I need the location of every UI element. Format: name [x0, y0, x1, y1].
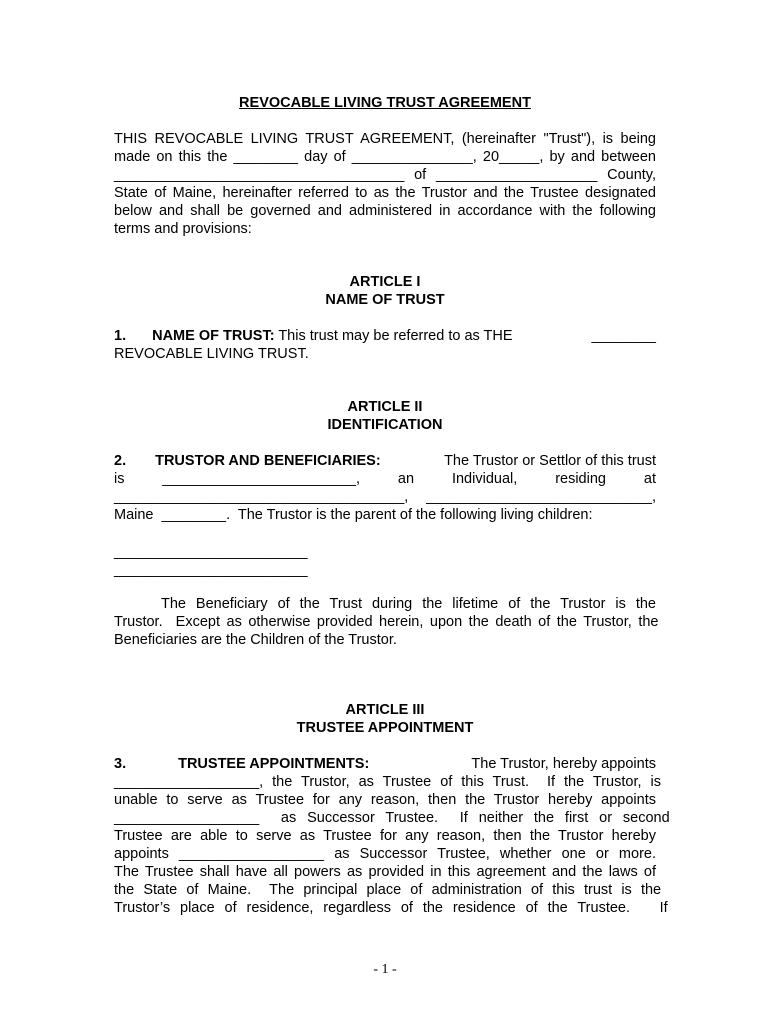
beneficiary-line-2: Trustor. Except as otherwise provided herein, upon the death of the Trustor, the — [114, 614, 659, 630]
article-3-line-1: 3. TRUSTEE APPOINTMENTS: The Trustor, hereby appoints — [114, 756, 656, 772]
article-3-line-2: __________________, the Trustor, as Trustee of this Trust. If the Trustor, is — [114, 774, 661, 790]
intro-line-4: State of Maine, hereinafter referred to as the Trustor and the Trustee designated — [114, 185, 656, 201]
intro-line-6: terms and provisions: — [114, 221, 252, 237]
article-3-line-5: Trustee are able to serve as Trustee for any reason, then the Trustor hereby — [114, 828, 656, 844]
child-blank-2: ________________________ — [114, 562, 308, 578]
intro-line-1: THIS REVOCABLE LIVING TRUST AGREEMENT, (hereinafter "Trust"), is being — [114, 131, 656, 147]
article-2-line-3: ____________________________________, ____________________________, — [114, 489, 656, 505]
document-title: REVOCABLE LIVING TRUST AGREEMENT — [239, 95, 531, 111]
page-number: - 1 - — [373, 962, 397, 977]
article-3-line-6: appoints __________________ as Successor Trustee, whether one or more. — [114, 846, 656, 862]
article-3-line-8: the State of Maine. The principal place of administration of this trust is the — [114, 882, 662, 898]
article-3-heading: ARTICLE III TRUSTEE APPOINTMENT — [296, 702, 474, 736]
article-2-heading: ARTICLE II IDENTIFICATION — [327, 399, 443, 433]
beneficiary-line-1: The Beneficiary of the Trust during the lifetime of the Trustor is the — [161, 596, 656, 612]
article-2-line-2: is ________________________, an Individual, residing at — [114, 471, 656, 487]
article-3-line-3: unable to serve as Trustee for any reason, then the Trustor hereby appoints — [114, 792, 656, 808]
intro-line-3: ____________________________________ of ____________________ County, — [114, 167, 656, 183]
article-3-line-9: Trustor’s place of residence, regardless of the residence of the Trustee. If — [114, 900, 668, 916]
article-1-heading: ARTICLE I NAME OF TRUST — [325, 274, 445, 308]
article-3-line-7: The Trustee shall have all powers as provided in this agreement and the laws of — [114, 864, 656, 880]
article-1-line-2: REVOCABLE LIVING TRUST. — [114, 346, 309, 362]
article-2-line-1: 2. TRUSTOR AND BENEFICIARIES: The Trustor or Settlor of this trust — [114, 453, 656, 469]
article-2-line-4: Maine ________. The Trustor is the parent of the following living children: — [114, 507, 593, 523]
article-1-line-1: 1. NAME OF TRUST: This trust may be referred to as THE ________ — [114, 328, 656, 344]
article-3-line-4: __________________ as Successor Trustee. If neither the first or second — [114, 810, 670, 826]
child-blank-1: ________________________ — [114, 544, 308, 560]
beneficiary-line-3: Beneficiaries are the Children of the Trustor. — [114, 632, 397, 648]
intro-line-2: made on this the ________ day of _______________, 20_____, by and between — [114, 149, 656, 165]
intro-line-5: below and shall be governed and administered in accordance with the following — [114, 203, 656, 219]
